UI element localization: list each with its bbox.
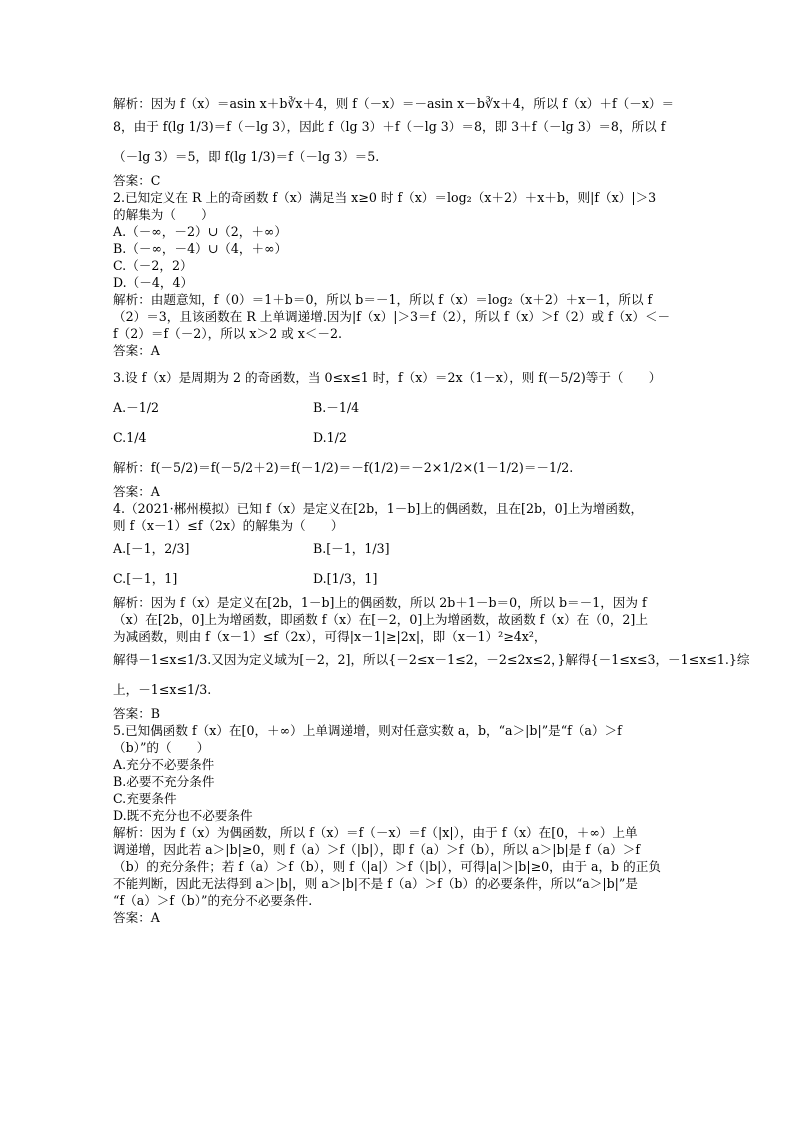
option-d: D.[1/3，1]: [313, 571, 378, 586]
answer-line: 答案：A: [113, 343, 160, 358]
options-row: [113, 564, 683, 594]
question-stem: 2.已知定义在 R 上的奇函数 f（x）满足当 x≥0 时 f（x）＝log₂（x＋2）＋x＋b，则|f（x）|＞3: [113, 190, 657, 205]
text-line: （－lg 3）＝5，即 f(lg 1/3)＝f（－lg 3）＝5.: [113, 149, 380, 164]
solution-line: 解析：由题意知，f（0）＝1＋b＝0，所以 b＝－1，所以 f（x）＝log₂（x＋2）＋x－1，所以 f: [113, 292, 653, 307]
solution-line: （b）的充分条件；若 f（a）＞f（b），则 f（|a|）＞f（|b|），可得|a|＞|b|≥0，由于 a，b 的正负: [113, 859, 661, 874]
option-c: C.1/4: [113, 430, 147, 445]
option-a: A.[－1，2/3]: [113, 541, 190, 556]
option-a: A.（－∞，－2）∪（2，＋∞）: [113, 224, 288, 239]
options-row: [113, 423, 683, 453]
solution-line: f（2）＝f（－2），所以 x＞2 或 x＜－2.: [113, 326, 343, 341]
answer-line: 答案：B: [113, 706, 161, 721]
question-stem: （b）”的（ ）: [113, 740, 210, 755]
answer-line: 答案：A: [113, 910, 160, 925]
text-line: 解析：因为 f（x）＝asin x＋b∛x＋4，则 f（－x）＝－asin x－b∛x＋4，所以 f（x）＋f（－x）＝: [113, 96, 675, 111]
option-a: A.－1/2: [113, 400, 159, 415]
question-stem: 的解集为（ ）: [113, 207, 214, 222]
option-b: B.必要不充分条件: [113, 774, 215, 789]
option-c: C.充要条件: [113, 791, 177, 806]
solution-line: 解析：因为 f（x）是定义在[2b，1－b]上的偶函数，所以 2b＋1－b＝0，所以 b＝－1，因为 f: [113, 595, 647, 610]
answer-line: 答案：C: [113, 173, 161, 188]
question-stem: 4.（2021·郴州模拟）已知 f（x）是定义在[2b，1－b]上的偶函数，且在[2b，0]上为增函数，: [113, 501, 644, 516]
options-row: [113, 534, 683, 564]
option-c: C.[－1，1]: [113, 571, 178, 586]
solution-line: （2）＝3，且该函数在 R 上单调递增.因为|f（x）|＞3＝f（2），所以 f（x）＞f（2）或 f（x）＜－: [113, 309, 671, 324]
option-d: D.1/2: [313, 430, 347, 445]
solution-line: “f（a）＞f（b）”的充分不必要条件.: [113, 893, 313, 908]
option-d: D.既不充分也不必要条件: [113, 808, 253, 823]
question-5: [113, 722, 683, 926]
solution-line: 解得－1≤x≤1/3.又因为定义域为[－2，2]，所以{－2≤x－1≤2，－2≤2x≤2，}解得{－1≤x≤3，－1≤x≤1.}综: [113, 652, 750, 667]
option-c: C.（－2，2）: [113, 258, 193, 273]
answer-line: 答案：A: [113, 484, 160, 499]
solution-1: [113, 95, 683, 189]
question-2: [113, 189, 683, 359]
option-a: A.充分不必要条件: [113, 757, 215, 772]
solution-line: 调递增，因此若 a＞|b|≥0，则 f（a）＞f（|b|），即 f（a）＞f（b），所以 a＞|b|是 f（a）＞f: [113, 842, 641, 857]
solution-line: 不能判断，因此无法得到 a＞|b|，则 a＞|b|不是 f（a）＞f（b）的必要条件，所以“a＞|b|”是: [113, 876, 638, 891]
solution-line: 上，－1≤x≤1/3.: [113, 682, 212, 697]
question-4: [113, 500, 750, 722]
solution-line: 解析：因为 f（x）为偶函数，所以 f（x）＝f（－x）＝f（|x|），由于 f（x）在[0，＋∞）上单: [113, 825, 638, 840]
options-row: [113, 393, 683, 423]
question-stem: 则 f（x－1）≤f（2x）的解集为（ ）: [113, 518, 344, 533]
text-line: 8，由于 f(lg 1/3)＝f（－lg 3），因此 f（lg 3）＋f（－lg 3）＝8，即 3＋f（－lg 3）＝8，所以 f: [113, 119, 666, 134]
option-b: B.（－∞，－4）∪（4，＋∞）: [113, 241, 288, 256]
option-b: B.[－1，1/3]: [313, 541, 390, 556]
solution-line: 为减函数，则由 f（x－1）≤f（2x），可得|x－1|≥|2x|，即（x－1）²≥4x²，: [113, 629, 547, 644]
option-b: B.－1/4: [313, 400, 360, 415]
solution-line: 解析：f(－5/2)＝f(－5/2＋2)＝f(－1/2)＝－f(1/2)＝－2×1/2×(1－1/2)＝－1/2.: [113, 460, 574, 475]
question-3: [113, 363, 683, 500]
document-page: [113, 95, 750, 926]
question-stem: 3.设 f（x）是周期为 2 的奇函数，当 0≤x≤1 时，f（x）＝2x（1－x），则 f(－5/2)等于（ ）: [113, 370, 662, 385]
question-stem: 5.已知偶函数 f（x）在[0，＋∞）上单调递增，则对任意实数 a，b，“a＞|b|”是“f（a）＞f: [113, 723, 622, 738]
solution-line: （x）在[2b，0]上为增函数，即函数 f（x）在[－2，0]上为增函数，故函数 f（x）在（0，2]上: [113, 612, 648, 627]
option-d: D.（－4，4）: [113, 275, 194, 290]
